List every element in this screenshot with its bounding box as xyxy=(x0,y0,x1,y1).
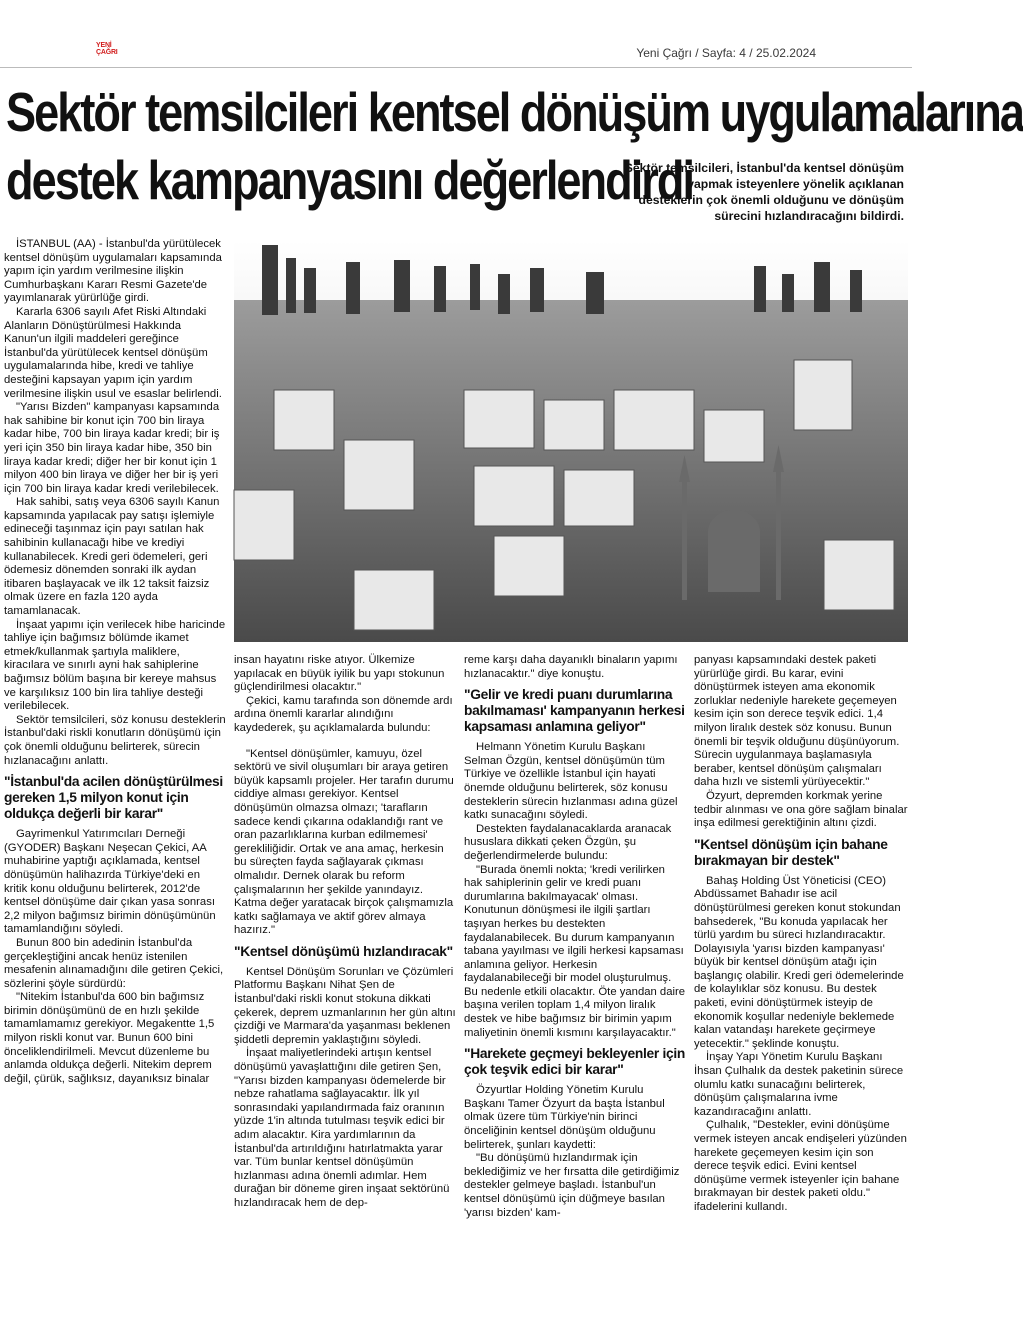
subheading: "Kentsel dönüşüm için bahane bırakmayan bir destek" xyxy=(694,836,888,868)
paragraph: Kentsel Dönüşüm Sorunları ve Çözümleri Platformu Başkanı Nihat Şen de İstanbul'daki riskli konut stokuna dikkati çekerek, deprem uzmanlarının her gün altını çizdiği ve Marmara'da yaşanması beklenen şiddetli depremin yaklaştığını söyledi. xyxy=(234,965,456,1046)
paragraph: İnşay Yapı Yönetim Kurulu Başkanı İhsan Çulhalık da destek paketinin sürece olumlu katkı sunacağını belirterek, dönüşüm çalışmalarına ivme kazandıracağını anlattı. xyxy=(694,1051,904,1118)
article-column-2 xyxy=(234,654,456,1211)
logo-line-1: YENİ xyxy=(96,42,112,49)
header-divider xyxy=(0,67,912,68)
publication-logo xyxy=(96,42,120,56)
article-column-3 xyxy=(464,654,686,1220)
paragraph: Bunun 800 bin adedinin İstanbul'da gerçekleştiğini ancak henüz istenilen mesafenin alınamadığını dile getiren Çekici, sözlerini şöyle sürdürdü: xyxy=(4,936,224,990)
headline-line-1: Sektör temsilcileri kentsel dönüşüm uygulamalarına xyxy=(6,81,1023,143)
paragraph: "Burada önemli nokta; 'kredi verilirken hak sahiplerinin gelir ve kredi puanı durumlarına bakılmayacak' olması. Konutunun dönüşmesi ile ilgili şartları taşıyan herkes bu destekten faydalanabilecek. Bu durum kampanyanın tabana yayılması ve ilgili herkesi kapsaması anlamına geliyor. Herkesin faydalanabileceği bir model oluşturulmuş. Bu nedenle etkili olacaktır. Öte yandan daire başına verilen toplam 1,4 milyon liralık destek ve hibe bağımsız bir birimin yapım maliyetinin önemli kısmını karşılayacaktır." xyxy=(464,863,686,1039)
paragraph: "Nitekim İstanbul'da 600 bin bağımsız birimin dönüşümünü de en hızlı şekilde tamamlamamız gerekiyor. Megakentte 1,5 milyon riskli konut var. Bunun 600 bini önceliklendirilmeli. Mevcut düzenleme bu anlamda oldukça değerli. Nitekim deprem değil, çürük, sağlıksız, dayanıksız binalar xyxy=(4,991,215,1085)
istanbul-cityscape-photo xyxy=(234,240,908,642)
paragraph: Çulhalık, "Destekler, evini dönüşüme vermek isteyen ancak endişeleri yüzünden harekete geçemeyen kesim için son derece teşvik edici. Evini kentsel dönüşüme vermek isteyenler için bahane bırakmayan bir destek paketi oldu." ifadelerini kullandı. xyxy=(694,1119,907,1213)
paragraph: "Bu dönüşümü hızlandırmak için beklediğimiz ve her fırsatta dile getirdiğimiz destekler gelmeye başladı. İstanbul'un kentsel dönüşümü için düğmeye basılan 'yarısı bizden' kam- xyxy=(464,1152,680,1219)
paragraph: Destekten faydalanacaklarda aranacak hususlara dikkati çeken Özgün, şu değerlendirmelerde bulundu: xyxy=(464,822,672,862)
subheading: "İstanbul'da acilen dönüştürülmesi gereken 1,5 milyon konut için oldukça değerli bir karar" xyxy=(4,774,223,822)
paragraph: İnşaat maliyetlerindeki artışın kentsel dönüşümü yavaşlattığını dile getiren Şen, "Yarısı bizden kampanyası ödemelerde bir nebze rahatlama sağlayacaktır. İlk yıl sonrasındaki yapılandırmada faiz oranının yüzde 1'in altında tutulması teşvik edici bir adım alacaktır. Kira yardımlarının da İstanbul'da artırıldığını hatırlatmakta yarar var. Tüm bunlar kentsel dönüşümün hızlanması adına önemli adımlar. Hem durağan bir döneme giren inşaat sektörünü hızlandıracak hem de dep- xyxy=(234,1047,450,1209)
subheading: "Gelir ve kredi puanı durumlarına bakılmaması' kampanyanın herkesi kapsaması anlamına geliyor" xyxy=(464,687,685,735)
paragraph: Hak sahibi, satış veya 6306 sayılı Kanun kapsamında yapılacak pay satışı işlemiyle edineceği taşınmaz için payı satılan hak sahibinin kullanacağı hibe ve krediyi kullanabilecek. Kredi geri ödemeleri, geri ödemesiz dönemden sonraki ilk aydan itibaren başlayacak ve ilk 12 taksit faizsiz olmak üzere en fazla 120 ayda tamamlanacak. xyxy=(4,496,220,618)
publication-meta: Yeni Çağrı / Sayfa: 4 / 25.02.2024 xyxy=(636,46,816,60)
article-column-4 xyxy=(694,654,908,1215)
paragraph: reme karşı daha dayanıklı binaların yapımı hızlanacaktır." diye konuştu. xyxy=(464,654,678,680)
paragraph: Sektör temsilcileri, söz konusu desteklerin İstanbul'daki riskli konutların dönüşümü için çok önemli olduğunu belirterek, sürecin hızlanacağını anlattı. xyxy=(4,713,226,767)
subheading: "Kentsel dönüşümü hızlandıracak" xyxy=(234,943,453,959)
paragraph: Bahaş Holding Üst Yöneticisi (CEO) Abdüssamet Bahadır ise acil dönüştürülmesi gereken konut stokundan bahsederek, "Bu konuda yapılacak her türlü yardım bu süreci hızlandıracaktır. Dolayısıyla 'yarısı bizden kampanyası' büyük bir kentsel dönüşüm atağı için başlangıç olabilir. Kredi geri ödemelerinde de kolaylıklar söz konusu. Bu destek paketi, evini dönüştürmek isteyip de ekonomik koşullar nedeniyle beklemede kalan vatandaşı harekete geçirmeye yetecektir." şeklinde konuştu. xyxy=(694,874,904,1050)
paragraph: İSTANBUL (AA) - İstanbul'da yürütülecek kentsel dönüşüm uygulamaları kapsamında yapım için yardım verilmesine ilişkin Cumhurbaşkanı Kararı Resmi Gazete'de yayımlanarak yürürlüğe girdi. xyxy=(4,238,222,305)
paragraph: "Yarısı Bizden" kampanyası kapsamında hak sahibine bir konut için 700 bin liraya kadar hibe, 700 bin liraya kadar kredi; bir iş yeri için 350 bin liraya kadar hibe, 350 bin liraya kadar kredi; diğer her bir konut için 1 milyon 400 bin liraya ve diğer her bir iş yeri için 700 bin liraya kadar kredi verilebilecek. xyxy=(4,401,220,495)
article-column-1 xyxy=(4,238,226,1086)
headline-line-2: destek kampanyasını değerlendirdi xyxy=(6,149,694,211)
paragraph: panyası kapsamındaki destek paketi yürürlüğe girdi. Bu karar, evini dönüştürmek isteyen ama ekonomik zorluklar nedeniyle harekete geçemeyen kesim için son derece teşvik edici. 1,4 milyon liralık destek söz konusu. Bunun önemli bir teşvik olduğunu düşünüyorum. Sürecin uygulanmaya başlamasıyla beraber, kentsel dönüşüm çalışmaları daha hızlı ve sistemli yürüyecektir." xyxy=(694,654,900,789)
logo-line-2: ÇAĞRI xyxy=(96,49,118,56)
paragraph: Kararla 6306 sayılı Afet Riski Altındaki Alanların Dönüştürülmesi Hakkında Kanun'un ilgili maddeleri gereğince İstanbul'da yürütülecek kentsel dönüşüm uygulamalarında hibe, kredi ve tahliye desteğini kapsayan yapım için yardım verilmesine ilişkin usul ve esaslar belirlendi. xyxy=(4,305,222,400)
article-summary: Sektör temsilcileri, İstanbul'da kentsel dönüşüm yapmak isteyenlere yönelik açıklanan desteklerin çok önemli olduğunu ve dönüşüm sürecini hızlandıracağını bildirdi. xyxy=(624,161,904,223)
quote-paragraph: "Kentsel dönüşümler, kamuyu, özel sektörü ve sivil oluşumları bir araya getiren büyük kapsamlı projeler. Her tarafın durumu ciddiye alması gerekiyor. Kentsel dönüşümün olmazsa olmazı; 'tarafların sadece kendi çıkarına odaklandığı rant ve oran pazarlıklarına kurban edilmemesi' gerekliliğidir. Ortak ve ana amaç, herkesin bu süreçten fayda sağlayarak çıkması olmalıdır. Dernek olarak bu reform çalışmalarının her şekilde yanındayız. Katma değer yaratacak birçok çalışmamızla katkı sağlamaya ve aktif görev almaya hazırız." xyxy=(234,747,454,937)
paragraph: Özyurt, depremden korkmak yerine tedbir alınması ve ona göre sağlam binalar inşa edilmesi gerektiğinin altını çizdi. xyxy=(694,789,908,830)
subheading: "Harekete geçmeyi bekleyenler için çok teşvik edici bir karar" xyxy=(464,1046,686,1078)
paragraph: Çekici, kamu tarafında son dönemde ardı ardına önemli kararlar alındığını kaydederek, şu açıklamalarda bulundu: xyxy=(234,694,453,734)
paragraph: İnşaat yapımı için verilecek hibe haricinde tahliye için bağımsız bölümde ikamet etmek/kullanmak şartıyla maliklere, kiracılara ve sınırlı ayni hak sahiplerine bağımsız bölüm başına bir kereye mahsus ve karşılıksız 100 bin lira tahliye desteği verilebilecek. xyxy=(4,618,226,713)
paragraph: Helmann Yönetim Kurulu Başkanı Selman Özgün, kentsel dönüşümün tüm Türkiye ve özellikle İstanbul için hayati önemde olduğunu belirterek, söz konusu desteklerin sürecin hızlanması adına güzel katkı sunacağını söyledi. xyxy=(464,741,678,822)
paragraph: Gayrimenkul Yatırımcıları Derneği (GYODER) Başkanı Neşecan Çekici, AA muhabirine yaptığı açıklamada, kentsel dönüşümün halihazırda Türkiye'deki en kritik konu olduğunu belirterek, 2012'de kentsel dönüşüme dair çıkan yasa sonrası 2,2 milyon bağımsız birimin dönüşümünün tamamlandığını söyledi. xyxy=(4,828,216,936)
paragraph: insan hayatını riske atıyor. Ülkemize yapılacak en büyük iyilik bu yapı stokunun güçlendirilmesi olacaktır." xyxy=(234,654,445,694)
cityscape-illustration xyxy=(234,240,908,642)
paragraph: Özyurtlar Holding Yönetim Kurulu Başkanı Tamer Özyurt da başta İstanbul olmak üzere tüm Türkiye'nin birinci önceliğinin kentsel dönüşüm olduğunu belirterek, şunları kaydetti: xyxy=(464,1084,665,1151)
